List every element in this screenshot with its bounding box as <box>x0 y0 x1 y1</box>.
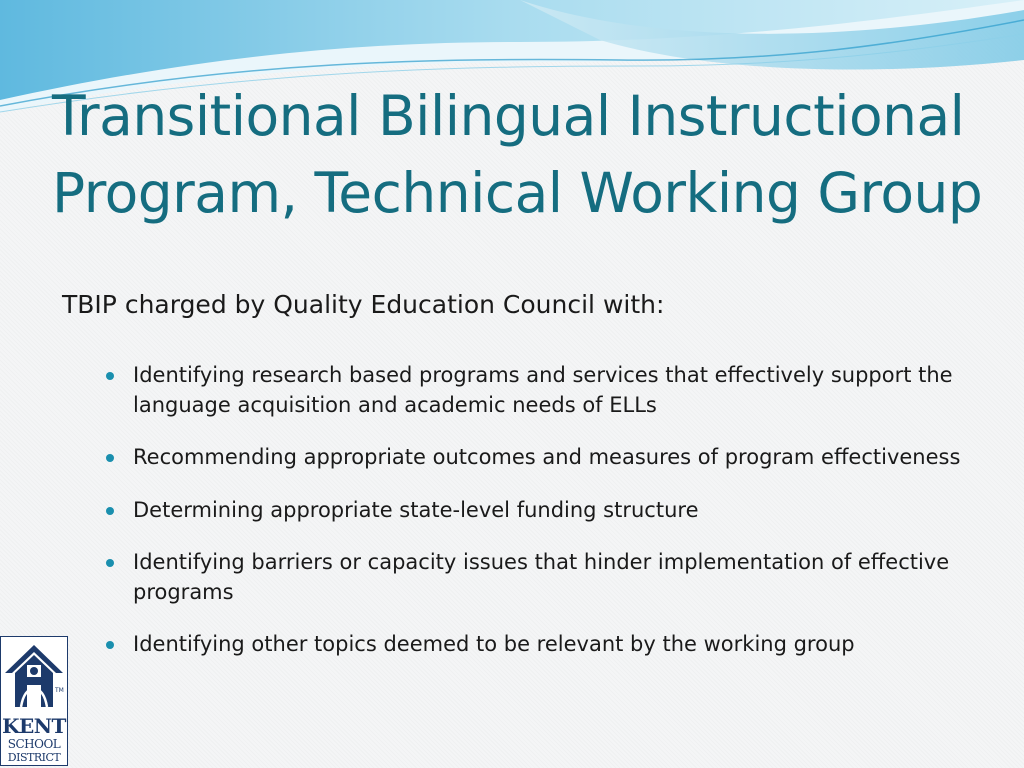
bullet-text: Recommending appropriate outcomes and measures of program effectiveness <box>133 445 961 469</box>
bullet-dot-icon <box>106 454 114 462</box>
bullet-item <box>105 496 965 526</box>
kent-school-district-logo <box>0 636 68 766</box>
bullet-text: Identifying other topics deemed to be relevant by the working group <box>133 632 855 656</box>
bullet-dot-icon <box>106 372 114 380</box>
bullet-dot-icon <box>106 559 114 567</box>
logo-text-kent: KENT <box>2 714 66 738</box>
bullet-dot-icon <box>106 641 114 649</box>
school-house-icon <box>1 637 67 717</box>
bullet-item <box>105 361 965 420</box>
bullet-list <box>105 361 965 683</box>
bullet-text: Determining appropriate state-level funding structure <box>133 497 699 522</box>
logo-text-school: SCHOOL <box>7 737 61 751</box>
bullet-item <box>105 630 965 660</box>
bullet-item <box>105 548 965 607</box>
bullet-text: Identifying research based programs and services that effectively support the language acquisition and academic needs of ELLs <box>133 363 953 417</box>
slide-title: Transitional Bilingual Instructional Program, Technical Working Group <box>52 84 983 225</box>
svg-text:TM: TM <box>55 687 64 694</box>
slide-subtitle: TBIP charged by Quality Education Council with: <box>62 290 665 319</box>
bullet-text: Identifying barriers or capacity issues that hinder implementation of effective programs <box>133 550 950 604</box>
bullet-dot-icon <box>106 507 114 515</box>
logo-text-district: DISTRICT <box>7 751 61 764</box>
bullet-item <box>105 443 965 473</box>
